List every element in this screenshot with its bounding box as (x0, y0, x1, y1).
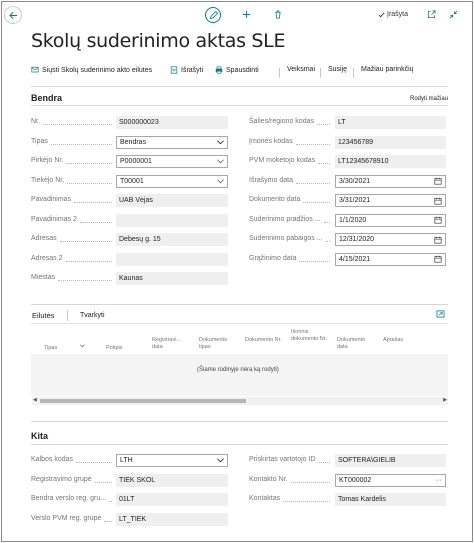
kontaktas-label: Kontaktas (249, 495, 281, 502)
expand-icon (436, 310, 445, 318)
pvm-moketojo-kodas-value: LT12345678910 (338, 158, 389, 165)
label-leader-dots (80, 222, 112, 223)
collapse-button[interactable] (449, 10, 458, 22)
registravimo-grupe-label: Registravimo grupė (31, 475, 92, 483)
pirkejo-nr-value: P0000001 (120, 158, 152, 165)
column-header-aprasas[interactable]: Aprašas (383, 337, 404, 343)
tab-separator (67, 310, 68, 321)
dokumento-data-field[interactable] (335, 194, 446, 207)
adresas-field[interactable] (116, 233, 228, 246)
dokumento-data-value: 3/31/2021 (339, 197, 371, 204)
tiekejo-nr-label: Tiekėjo Nr. (31, 176, 65, 184)
verslo-pvm-reg-grupe-field[interactable] (116, 513, 228, 526)
bendra-verslo-reg-gru-label: Bendra verslo reg. gru... (31, 495, 107, 502)
column-header-dokumento-nr[interactable]: Dokumento Nr. (245, 337, 282, 343)
lines-grid-empty-area (31, 354, 448, 396)
column-header-dokumento-data[interactable]: Dokumento data (337, 337, 366, 350)
calendar-icon[interactable] (434, 254, 442, 266)
divider (31, 304, 448, 305)
arrow-left-icon (9, 11, 18, 20)
label-leader-dots (51, 144, 112, 145)
trash-icon (274, 10, 282, 19)
divider (31, 105, 448, 106)
scrollbar-thumb[interactable] (40, 399, 246, 403)
new-button[interactable] (242, 10, 251, 22)
nr-value: S000000023 (119, 119, 159, 126)
edit-button[interactable] (205, 7, 221, 23)
collapse-icon (449, 10, 458, 19)
priskirtas-vartotojo-id-field[interactable] (335, 454, 446, 467)
label-leader-dots (299, 261, 330, 262)
israsymo-data-label: Išrašymo data (249, 176, 293, 184)
post-icon (170, 66, 178, 74)
kontakto-nr-value: KT000002 (339, 476, 372, 484)
scroll-left-icon[interactable]: ◀ (33, 397, 37, 403)
column-header-isorinis-dokumento-nr[interactable]: Išorinis dokumento Nr. (291, 329, 327, 342)
calendar-icon[interactable] (434, 215, 442, 227)
kontaktas-value: Tomas Kardelis (338, 496, 386, 503)
calendar-icon[interactable] (434, 234, 442, 246)
label-leader-dots (95, 482, 112, 483)
page-title: Skolų suderinimo aktas SLE (31, 30, 286, 52)
adresas-2-field[interactable] (116, 253, 228, 266)
imones-kodas-field[interactable] (335, 136, 446, 149)
registravimo-grupe-field[interactable] (116, 474, 228, 487)
chevron-down-icon (80, 344, 85, 348)
chevron-down-icon[interactable] (217, 176, 224, 188)
actions-menu-label: Veiksmai (287, 66, 316, 73)
kalbos-kodas-value: LTH (120, 457, 133, 464)
print-button[interactable] (215, 66, 259, 74)
miestas-value: Kaunas (119, 275, 143, 282)
column-header-registravi-data[interactable]: Registravi... data (152, 337, 182, 350)
label-leader-dots (43, 124, 112, 125)
suderinimo-pradzios-label: Suderinimo pradžios ... (249, 215, 321, 223)
label-leader-dots (104, 521, 112, 522)
suderinimo-pabaigos-label: Suderinimo pabaigos ... (249, 235, 323, 242)
saved-status (378, 11, 408, 18)
chevron-down-icon[interactable] (217, 156, 224, 168)
fewer-options-button[interactable] (361, 66, 414, 73)
scroll-right-icon[interactable]: ▶ (443, 397, 447, 403)
back-button[interactable] (4, 6, 22, 24)
verslo-pvm-reg-grupe-label: Verslo PVM reg. grupė (31, 514, 102, 522)
label-leader-dots (76, 462, 112, 463)
pavadinimas-2-field[interactable] (116, 214, 228, 227)
post-label: Išrašyti (181, 66, 204, 74)
divider (31, 421, 448, 422)
imones-kodas-label: Įmonės kodas (249, 137, 293, 145)
grazinimo-data-label: Grąžinimo data (249, 254, 297, 262)
suderinimo-pradzios-value: 1/1/2020 (339, 216, 367, 224)
actions-menu[interactable] (287, 66, 315, 73)
print-icon (215, 66, 223, 74)
divider (31, 86, 448, 87)
label-leader-dots (74, 202, 112, 203)
verslo-pvm-reg-grupe-value: LT_TIEK (119, 515, 147, 523)
print-label: Spausdinti (226, 66, 259, 74)
action-divider (279, 68, 280, 78)
label-leader-dots (66, 261, 112, 262)
section-title-bendra: Bendra (31, 93, 63, 103)
registravimo-grupe-value: TIEK SKOL (119, 476, 156, 484)
pencil-icon (209, 11, 218, 20)
pavadinimas-value: UAB Vėjas (119, 197, 153, 204)
send-icon (31, 66, 39, 74)
label-leader-dots (67, 183, 112, 184)
imones-kodas-value: 123456789 (338, 138, 374, 146)
kontaktas-field[interactable] (335, 493, 446, 506)
saved-label: Įrašyta (387, 11, 409, 18)
related-menu[interactable] (328, 66, 347, 73)
label-leader-dots (283, 501, 330, 502)
label-leader-dots (296, 144, 330, 145)
type-column-filter[interactable] (80, 343, 85, 350)
send-lines-button[interactable] (31, 66, 152, 74)
grazinimo-data-field[interactable] (335, 253, 446, 266)
horizontal-scrollbar[interactable] (32, 397, 448, 405)
miestas-label: Miestas (31, 274, 56, 281)
label-leader-dots (319, 462, 330, 463)
send-lines-label: Siųsti Skolų suderinimo akto eilutes (42, 66, 153, 74)
more-options-icon[interactable]: ··· (435, 476, 442, 484)
open-new-window-button[interactable] (427, 10, 436, 22)
pvm-moketojo-kodas-label: PVM mokėtojo kodas (249, 157, 316, 164)
divider (31, 444, 448, 445)
fewer-options-label: Mažiau parinkčių (361, 66, 414, 73)
bendra-verslo-reg-gru-value: 01LT (119, 496, 135, 503)
tipas-field[interactable] (116, 136, 228, 149)
pirkejo-nr-label: Pirkėjo Nr. (31, 157, 64, 164)
israsymo-data-value: 3/30/2021 (339, 177, 371, 185)
label-leader-dots (58, 280, 112, 281)
label-leader-dots (60, 241, 112, 242)
adresas-label: Adresas (31, 235, 57, 242)
pvm-moketojo-kodas-field[interactable] (335, 155, 446, 168)
check-icon (378, 12, 385, 18)
israsymo-data-field[interactable] (335, 175, 446, 188)
dokumento-data-label: Dokumento data (249, 196, 301, 203)
tiekejo-nr-value: T00001 (120, 177, 144, 185)
pavadinimas-2-label: Pavadinimas 2 (31, 215, 77, 223)
chevron-down-icon[interactable] (217, 455, 224, 467)
label-leader-dots (296, 183, 330, 184)
priskirtas-vartotojo-id-label: Priskirtas vartotojo ID (249, 456, 316, 463)
section-title-kita: Kita (31, 431, 49, 441)
calendar-icon[interactable] (434, 195, 442, 207)
pavadinimas-label: Pavadinimas (31, 196, 72, 203)
salies-regiono-kodas-field[interactable] (335, 116, 446, 129)
grazinimo-data-value: 4/15/2021 (339, 255, 371, 263)
post-button[interactable] (170, 66, 203, 74)
manage-button[interactable]: Tvarkyti (80, 312, 105, 319)
label-leader-dots (318, 163, 330, 164)
empty-grid-message: (Šiame rodinyje nėra ką rodyti) (197, 367, 279, 373)
label-leader-dots (303, 202, 330, 203)
delete-button[interactable] (274, 10, 282, 22)
adresas-value: Debesų g. 15 (119, 236, 161, 243)
salies-regiono-kodas-label: Šalies/regiono kodas (249, 118, 314, 125)
priskirtas-vartotojo-id-value: SOFTERA\GIELIB (338, 457, 396, 464)
column-header-potipis[interactable]: Potipis (106, 345, 123, 351)
calendar-icon[interactable] (434, 176, 442, 188)
open-in-new-window-icon (427, 10, 436, 19)
related-menu-label: Susiję (328, 66, 348, 73)
kalbos-kodas-field[interactable] (116, 454, 228, 467)
label-leader-dots (326, 241, 330, 242)
label-leader-dots (66, 163, 112, 164)
nr-label: Nr. (31, 118, 40, 125)
chevron-down-icon[interactable] (217, 137, 224, 149)
salies-regiono-kodas-value: LT (338, 119, 346, 126)
tiekejo-nr-field[interactable] (116, 175, 228, 188)
pirkejo-nr-field[interactable] (116, 155, 228, 168)
column-header-dokumento-tipas[interactable]: Dokumento tipas (199, 337, 228, 350)
kalbos-kodas-label: Kalbos kodas (31, 456, 74, 463)
pavadinimas-field[interactable] (116, 194, 228, 207)
action-divider (353, 68, 354, 78)
kontakto-nr-field[interactable] (335, 474, 446, 487)
bendra-verslo-reg-gru-field[interactable] (116, 493, 228, 506)
tipas-label: Tipas (31, 137, 48, 145)
kontakto-nr-label: Kontakto Nr. (249, 475, 288, 483)
suderinimo-pradzios-field[interactable] (335, 214, 446, 227)
nr-field[interactable] (116, 116, 228, 129)
label-leader-dots (291, 482, 330, 483)
suderinimo-pabaigos-field[interactable] (335, 233, 446, 246)
miestas-field[interactable] (116, 272, 228, 285)
column-header-tipas[interactable]: Tipas (44, 345, 58, 351)
action-divider (320, 68, 321, 78)
adresas-2-label: Adresas 2 (31, 254, 63, 262)
tipas-value: Bendras (120, 138, 147, 146)
show-less-link[interactable]: Rodyti mažiau (410, 96, 449, 102)
lines-tab[interactable]: Eilutės (32, 311, 55, 320)
plus-icon (242, 10, 251, 19)
label-leader-dots (324, 222, 330, 223)
expand-lines-button[interactable] (436, 310, 445, 321)
label-leader-dots (317, 124, 330, 125)
label-leader-dots (109, 501, 112, 502)
suderinimo-pabaigos-value: 12/31/2020 (339, 236, 375, 243)
